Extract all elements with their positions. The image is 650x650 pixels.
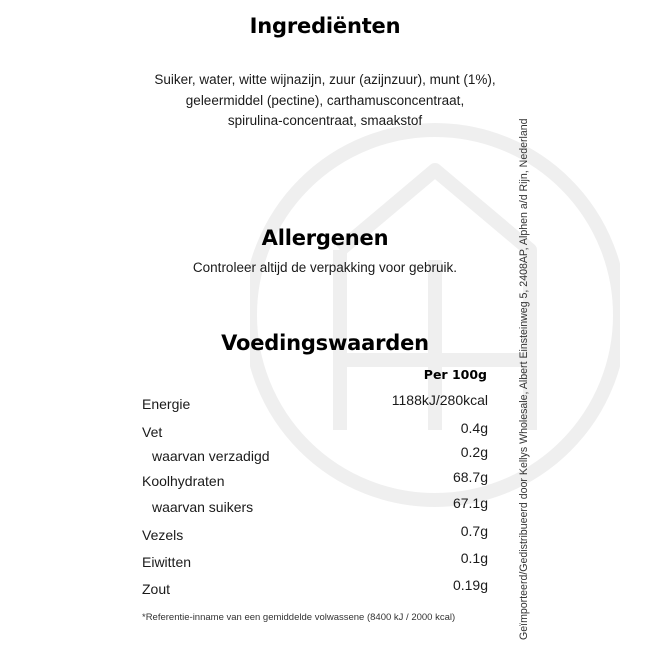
ingredients-list xyxy=(100,70,550,132)
nutrition-value: 68.7g xyxy=(452,469,488,485)
nutrition-label: waarvan suikers xyxy=(152,499,254,515)
nutrition-value: 67.1g xyxy=(452,495,488,511)
ingredients-title: Ingrediënten xyxy=(249,14,401,38)
ingredients-line: Suiker, water, witte wijnazijn, zuur (azijnzuur), munt (1%), xyxy=(154,72,496,87)
nutrition-label: Zout xyxy=(142,581,171,597)
nutrition-row xyxy=(142,420,488,444)
nutrition-value: 1188kJ/280kcal xyxy=(391,392,488,408)
nutrition-row xyxy=(142,469,488,493)
nutrition-value: 0.7g xyxy=(460,523,488,539)
allergens-note: Controleer altijd de verpakking voor gebruik. xyxy=(192,260,458,275)
nutrition-row xyxy=(142,392,488,416)
nutrition-row xyxy=(142,523,488,547)
nutrition-row xyxy=(142,577,488,601)
nutrition-row xyxy=(142,495,488,519)
nutrition-footnote: *Referentie-inname van een gemiddelde volwassene (8400 kJ / 2000 kcal) xyxy=(142,612,456,623)
nutrition-column-header: Per 100g xyxy=(423,367,487,382)
nutrition-value: 0.19g xyxy=(452,577,488,593)
nutrition-label: waarvan verzadigd xyxy=(152,448,270,464)
nutrition-row xyxy=(142,444,488,468)
ingredients-line: geleermiddel (pectine), carthamusconcentraat, xyxy=(185,92,465,108)
nutrition-row xyxy=(142,550,488,574)
nutrition-title: Voedingswaarden xyxy=(221,331,429,355)
nutrition-label: Eiwitten xyxy=(142,554,192,570)
importer-text: Geïmporteerd/Gedistribueerd door Kellys Wholesale, Albert Einsteinweg 5, 2408AP, Alphen a/d Rijn, Nederland xyxy=(518,118,530,640)
nutrition-label: Koolhydraten xyxy=(142,473,225,489)
ingredients-line: spirulina-concentraat, smaakstof xyxy=(227,113,423,128)
nutrition-label: Vet xyxy=(142,424,163,440)
nutrition-label: Vezels xyxy=(142,527,184,543)
nutrition-value: 0.1g xyxy=(460,550,488,566)
nutrition-label: Energie xyxy=(142,396,191,412)
allergens-title: Allergenen xyxy=(261,226,389,250)
nutrition-value: 0.4g xyxy=(460,420,488,436)
nutrition-value: 0.2g xyxy=(460,444,488,460)
